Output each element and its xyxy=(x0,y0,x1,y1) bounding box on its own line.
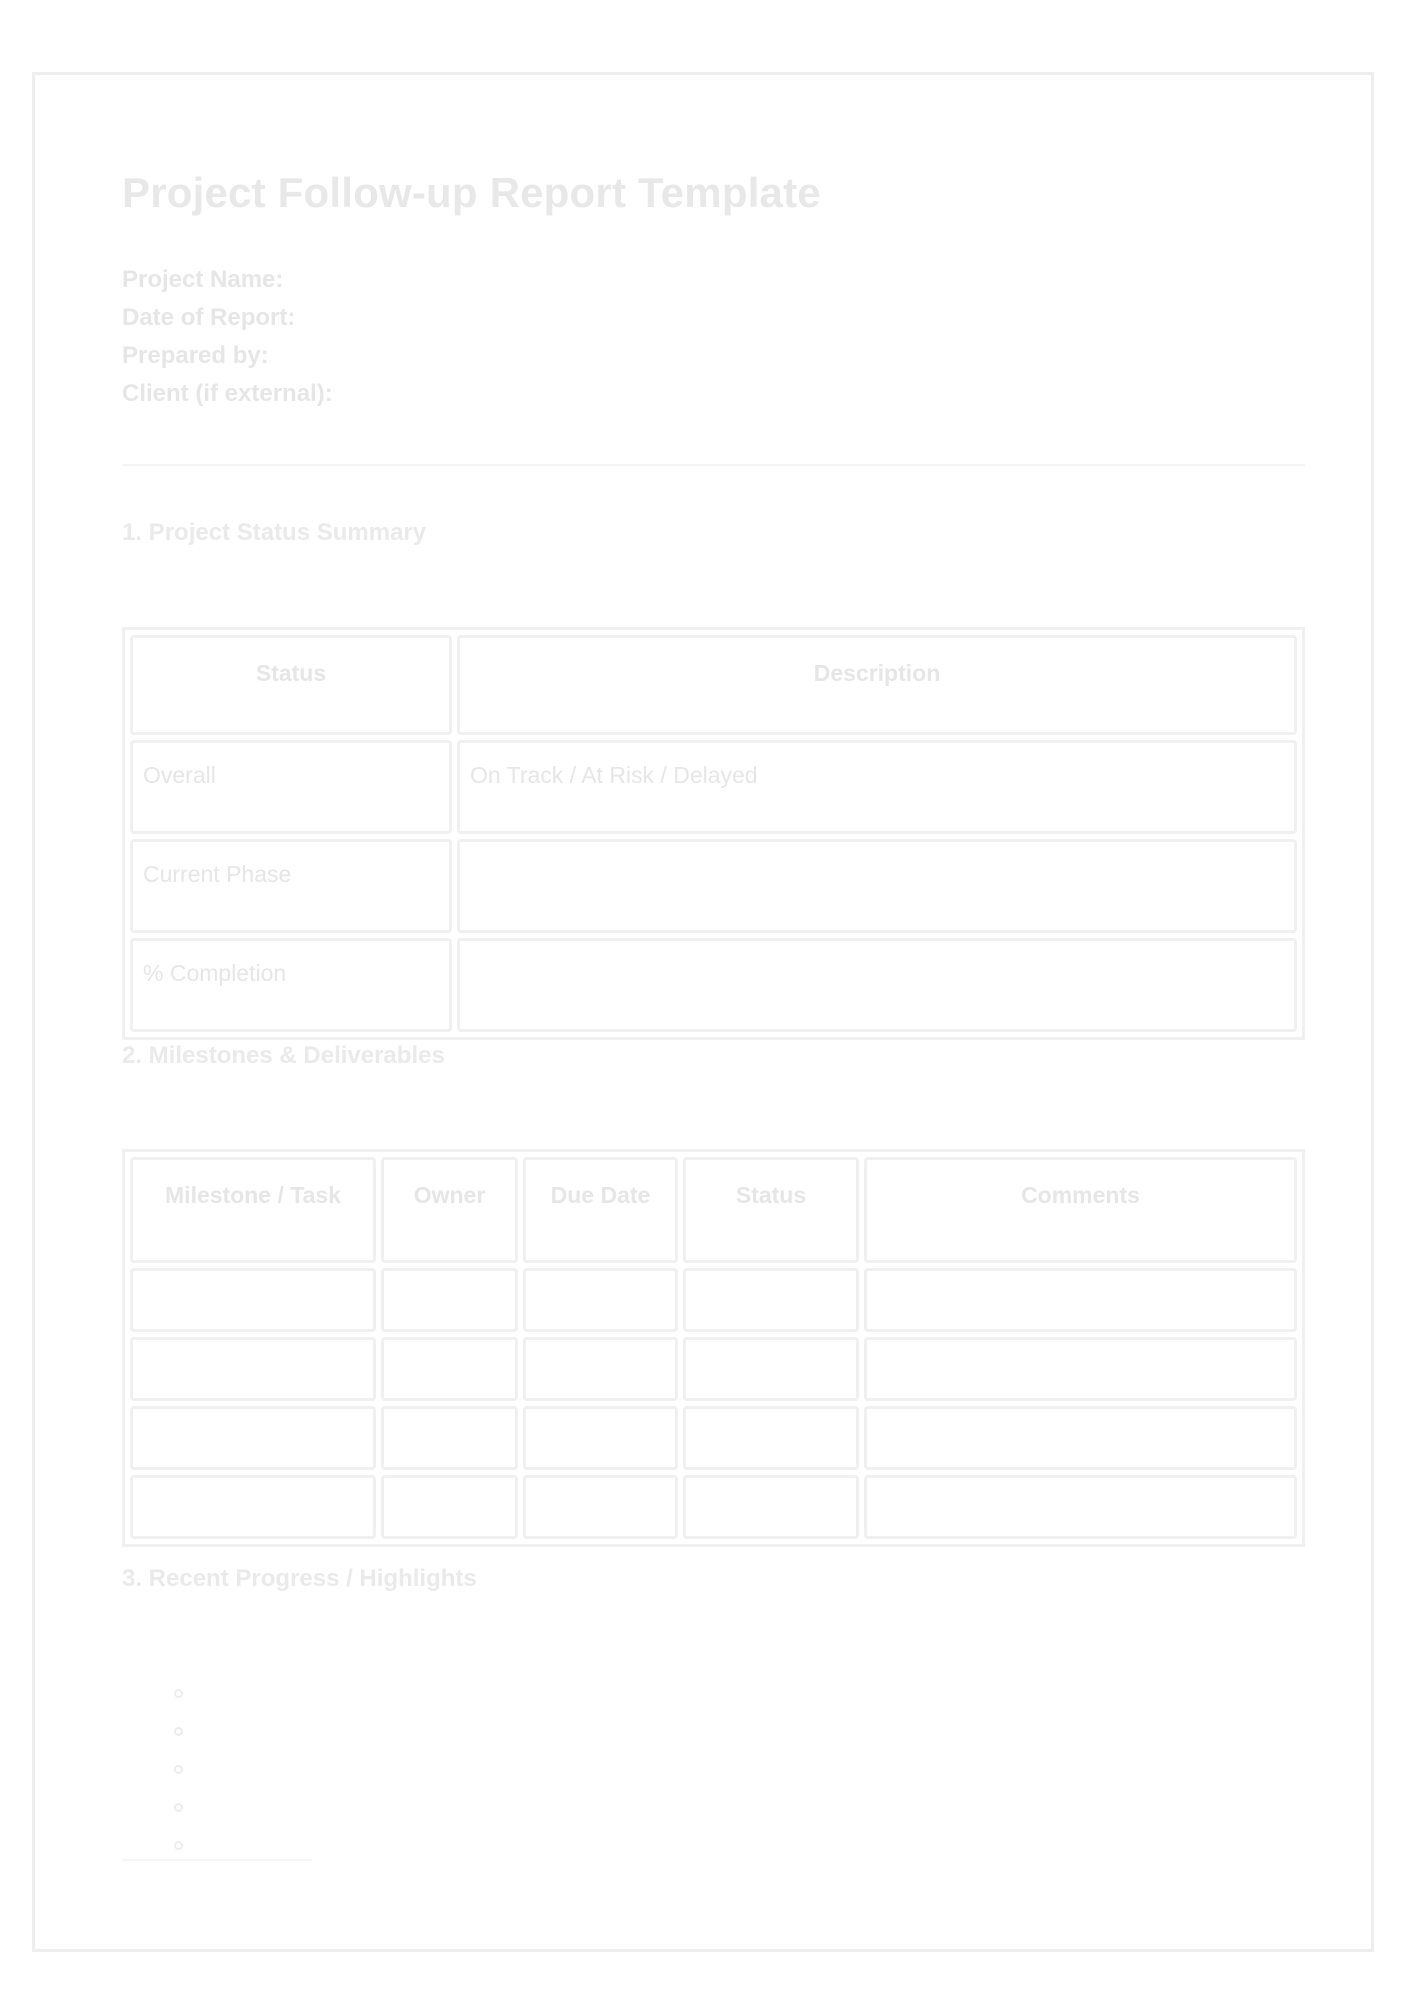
list-item[interactable] xyxy=(122,1751,182,1789)
overall-status-cell[interactable]: On Track / At Risk / Delayed xyxy=(457,740,1297,834)
table-row xyxy=(130,1268,1297,1332)
comments-cell[interactable] xyxy=(864,1475,1297,1539)
owner-cell[interactable] xyxy=(381,1475,518,1539)
due-date-cell[interactable] xyxy=(523,1475,678,1539)
column-header-status: Status xyxy=(683,1157,859,1263)
footer-divider xyxy=(122,1859,312,1861)
row-label-current-phase: Current Phase xyxy=(130,839,452,933)
table-row xyxy=(130,1337,1297,1401)
prepared-by-label: Prepared by: xyxy=(122,342,269,369)
list-item[interactable] xyxy=(122,1713,182,1751)
bullet-circle-icon xyxy=(174,1765,183,1774)
project-name-label: Project Name: xyxy=(122,266,284,293)
bullet-circle-icon xyxy=(174,1727,183,1736)
owner-cell[interactable] xyxy=(381,1268,518,1332)
bullet-circle-icon xyxy=(174,1689,183,1698)
section-divider xyxy=(122,464,1305,466)
table-row xyxy=(130,938,1297,1032)
comments-cell[interactable] xyxy=(864,1337,1297,1401)
milestone-cell[interactable] xyxy=(130,1475,376,1539)
column-header-owner: Owner xyxy=(381,1157,518,1263)
row-label-completion: % Completion xyxy=(130,938,452,1032)
current-phase-cell[interactable] xyxy=(457,839,1297,933)
progress-heading: 3. Recent Progress / Highlights xyxy=(122,1565,477,1592)
comments-cell[interactable] xyxy=(864,1268,1297,1332)
milestones-heading: 2. Milestones & Deliverables xyxy=(122,1042,445,1069)
list-item[interactable] xyxy=(122,1789,182,1827)
progress-list xyxy=(122,1675,182,1865)
milestone-cell[interactable] xyxy=(130,1337,376,1401)
column-header-description: Description xyxy=(457,635,1297,735)
column-header-due-date: Due Date xyxy=(523,1157,678,1263)
table-header-row xyxy=(130,635,1297,735)
status-summary-heading: 1. Project Status Summary xyxy=(122,519,427,546)
due-date-cell[interactable] xyxy=(523,1337,678,1401)
report-meta-fields xyxy=(122,261,333,413)
column-header-comments: Comments xyxy=(864,1157,1297,1263)
due-date-cell[interactable] xyxy=(523,1268,678,1332)
status-cell[interactable] xyxy=(683,1268,859,1332)
table-row xyxy=(130,1406,1297,1470)
bullet-circle-icon xyxy=(174,1803,183,1812)
table-row xyxy=(130,740,1297,834)
status-cell[interactable] xyxy=(683,1337,859,1401)
comments-cell[interactable] xyxy=(864,1406,1297,1470)
milestone-cell[interactable] xyxy=(130,1268,376,1332)
owner-cell[interactable] xyxy=(381,1406,518,1470)
table-row xyxy=(130,1475,1297,1539)
client-label: Client (if external): xyxy=(122,380,333,407)
document-title: Project Follow-up Report Template xyxy=(122,169,821,216)
due-date-cell[interactable] xyxy=(523,1406,678,1470)
column-header-milestone: Milestone / Task xyxy=(130,1157,376,1263)
document-page xyxy=(32,72,1374,1952)
bullet-circle-icon xyxy=(174,1841,183,1850)
status-cell[interactable] xyxy=(683,1475,859,1539)
list-item[interactable] xyxy=(122,1675,182,1713)
status-cell[interactable] xyxy=(683,1406,859,1470)
table-row xyxy=(130,839,1297,933)
status-summary-table xyxy=(122,627,1305,1040)
completion-cell[interactable] xyxy=(457,938,1297,1032)
table-header-row xyxy=(130,1157,1297,1263)
owner-cell[interactable] xyxy=(381,1337,518,1401)
milestone-cell[interactable] xyxy=(130,1406,376,1470)
report-date-label: Date of Report: xyxy=(122,304,296,331)
row-label-overall: Overall xyxy=(130,740,452,834)
milestones-table xyxy=(122,1149,1305,1547)
column-header-status: Status xyxy=(130,635,452,735)
